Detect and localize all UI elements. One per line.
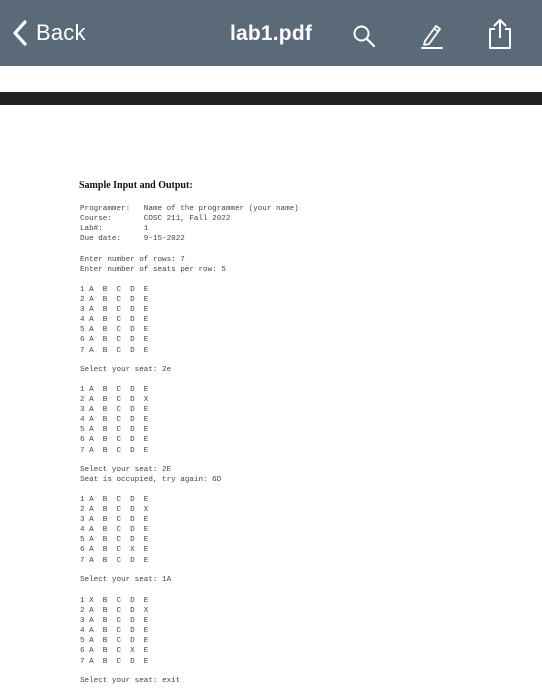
- input-prompts: Enter number of rows: 7 Enter number of seats per row: 5: [80, 256, 226, 275]
- search-button[interactable]: [352, 24, 376, 48]
- seat-grid-after-6d: 1 A B C D E 2 A B C D X 3 A B C D E 4 A B C D E 5 A B C D E 6 A B C X E 7 A B C D E: [80, 496, 149, 565]
- top-toolbar: [0, 0, 542, 66]
- search-icon: [352, 24, 376, 48]
- select-seat-line-3: Select your seat: 1A: [80, 576, 172, 584]
- seat-grid-after-1a: 1 X B C D E 2 A B C D X 3 A B C D E 4 A B C D E 5 A B C D E 6 A B C X E 7 A B C D E: [80, 597, 149, 666]
- select-seat-line-4: Select your seat: exit: [80, 677, 181, 685]
- select-seat-line-2: Select your seat: 2E Seat is occupied, try again: 6D: [80, 466, 222, 485]
- markup-button[interactable]: [420, 22, 444, 50]
- document-title: lab1.pdf: [229, 22, 313, 45]
- share-icon: [486, 18, 514, 50]
- back-label: Back: [36, 20, 86, 45]
- page-divider: [0, 92, 542, 105]
- select-seat-line-1: Select your seat: 2e: [80, 366, 172, 374]
- back-button[interactable]: [12, 17, 86, 49]
- section-heading: Sample Input and Output:: [79, 180, 193, 191]
- markup-pen-icon: [420, 22, 444, 50]
- chevron-left-icon: [12, 20, 28, 46]
- pdf-page[interactable]: [0, 105, 542, 700]
- seat-grid-after-2e: 1 A B C D E 2 A B C D X 3 A B C D E 4 A B C D E 5 A B C D E 6 A B C D E 7 A B C D E: [80, 386, 149, 455]
- programmer-info: Programmer: Name of the programmer (your name) Course: COSC 211, Fall 2022 Lab#: 1 Due date: 9-15-2022: [80, 205, 299, 244]
- toolbar-spacer: [0, 66, 542, 92]
- share-button[interactable]: [486, 18, 514, 50]
- seat-grid-initial: 1 A B C D E 2 A B C D E 3 A B C D E 4 A B C D E 5 A B C D E 6 A B C D E 7 A B C D E: [80, 286, 149, 355]
